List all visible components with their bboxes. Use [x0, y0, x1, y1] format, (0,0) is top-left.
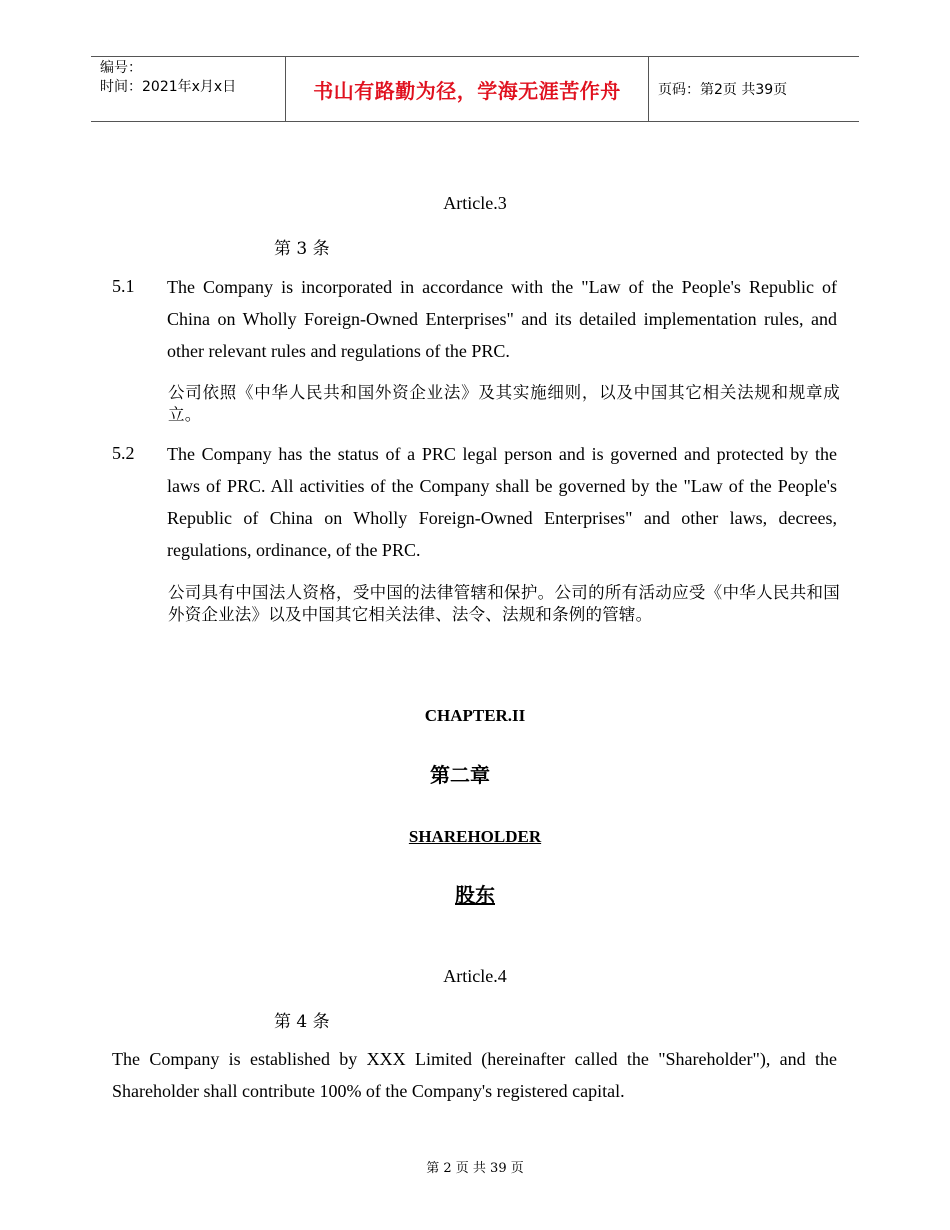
header-motto: 书山有路勤为径，学海无涯苦作舟	[286, 57, 649, 121]
clause-text-zh: 公司具有中国法人资格，受中国的法律管辖和保护。公司的所有活动应受《中华人民共和国外资企业法》以及中国其它相关法律、法令、法规和条例的管辖。	[168, 583, 840, 624]
header-meta	[91, 57, 286, 121]
article-3-title-en: Article.3	[443, 193, 507, 213]
article-4-title-zh: 第 4 条	[274, 1012, 330, 1032]
page-header	[91, 56, 859, 122]
chapter-title-en: CHAPTER.II	[424, 706, 526, 725]
clause-number: 5.2	[112, 443, 135, 463]
document-time-label: 时间：2021年x月x日	[100, 79, 237, 95]
article-4-body: The Company is established by XXX Limited (hereinafter called the "Shareholder"), and the Shareholder shall contribute 100% of the Company's registered capital.	[112, 1049, 837, 1101]
article-4-title-en: Article.4	[443, 966, 507, 986]
section-title-en: SHAREHOLDER	[408, 827, 542, 846]
document-number-label: 编号：	[100, 60, 142, 76]
article-3-title-zh: 第 3 条	[274, 239, 330, 259]
section-title-zh: 股东	[455, 883, 495, 907]
chapter-title-zh: 第二章	[430, 763, 490, 787]
clause-text-en: The Company is incorporated in accordance with the "Law of the People's Republic of China on Wholly Foreign-Owned Enterprises" and its detailed implementation rules, and other relevant rules and regulations of the PRC.	[167, 277, 837, 361]
clause-number: 5.1	[112, 276, 135, 296]
clause-text-en: The Company has the status of a PRC legal person and is governed and protected by the laws of PRC. All activities of the Company shall be governed by the "Law of the People's Republic of China on Wholly Foreign-Owned Enterprises" and other laws, decrees, regulations, ordinance, of the PRC.	[167, 444, 837, 560]
page-footer: 第 2 页 共 39 页	[426, 1161, 524, 1176]
clause-text-zh: 公司依照《中华人民共和国外资企业法》及其实施细则，以及中国其它相关法规和规章成立。	[168, 383, 840, 424]
header-page-info: 页码：第2页 共39页	[658, 82, 788, 98]
